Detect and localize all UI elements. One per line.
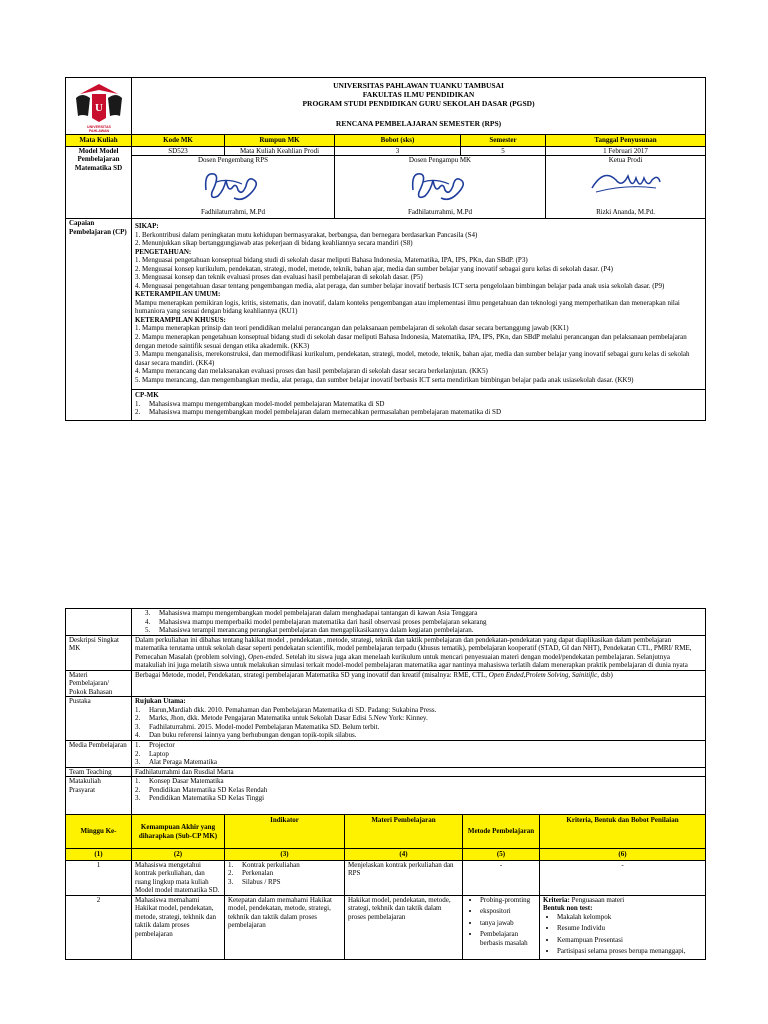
pengetahuan-title: PENGETAHUAN: [135,247,192,256]
team-value: Fadhilaturrahmi dan Rusdial Marta [132,767,706,777]
rps-header-table [65,77,706,421]
weekly-number: (6) [540,849,706,861]
deskripsi-label: Deskripsi Singkat MK [66,635,132,670]
indikator-item: 1. Kontrak perkuliahan [228,860,300,869]
rps-detail-table [65,608,706,960]
weekly-header: Materi Pembelajaran [345,815,463,849]
pustaka-title: Rujukan Utama: [135,697,186,706]
pustaka-item: 1. Harun,Mardiah dkk. 2010. Pemahaman dan Pembelajaran Matematika di SD. Padang: Sukabina Press. [135,705,437,714]
handwritten-signature-icon [198,162,268,210]
pustaka-item: 4. Dan buku referensi lainnya yang berhubungan dengan topik-topik silabus. [135,731,357,740]
metode-item: • Pembelajaran berbasis masalah [480,930,536,947]
prasyarat-item: 2. Pendidikan Matematika SD Kelas Rendah [135,785,268,794]
media-item: 3. Alat Peraga Matematika [135,758,218,767]
umum-title: KETERAMPILAN UMUM: [135,290,221,299]
rps-title: RENCANA PEMBELAJARAN SEMESTER (RPS) [335,119,502,129]
col-header-semester: Semester [461,135,546,147]
deskripsi-row [66,635,706,670]
indikator-cell: Ketepatan dalam memahami Hakikat model, pendekatan, metode, strategi, tekhnik dan taktik dalam proses pembelajaran [225,895,345,959]
materi-cell: Menjelaskan kontrak perkuliahan dan RPS [345,860,463,895]
bentuk-item: • Makalah kelompok [557,913,702,922]
khusus-item: 5. Mampu merancang, dan mengembangkan media, alat peraga, dan sumber belajar inovatif berbasis ICT serta mendirikan bimbingan belajar pada anak usiasekolah dasar. (KK9) [135,375,634,384]
prasyarat-item: 3. Pendidikan Matematika SD Kelas Tinggi [135,794,265,803]
course-group: Mata Kuliah Keahlian Prodi [225,146,335,156]
team-row [66,767,706,777]
signature-role: Dosen Pengampu MK [408,156,472,165]
handwritten-signature-icon [405,162,475,210]
weekly-number: (2) [132,849,225,861]
signature-row [66,156,706,219]
bentuk-item: • Partisipasi selama proses berupa menanggapi, [557,947,702,956]
pengetahuan-item: 3. Menguasai konsep dan teknik evaluasi proses dan evaluasi hasil pembelajaran di sekolah dasar. (P5) [135,273,423,282]
signature-name: Fadhilaturrahmi, M.Pd [408,207,472,216]
weekly-number: (5) [463,849,540,861]
course-date: 1 Februari 2017 [546,146,706,156]
weekly-header-row [66,815,706,849]
cp-row [66,219,706,421]
logo-cell [66,78,132,135]
deskripsi-text: Dalam perkuliahan ini dibahas tentang hakikat model , pendekatan , metode, strategi, teknik dan taktik pembelajaran dan pendekatan-pendekatan yang dapat diaplikasikan dalam pembelajaran matematika terutama untuk sekolah dasar seperti pendekatan scientifik, model pembelajaran terpadu (khusus tematik), pembelajaran kooperatif (STAD, GI dan NHT), Pendekatan CTL, PMRI/ RME, Pemecahan Masalah (problem solving), Open-ended. Setelah itu siswa juga akan menelaah kurikulum untuk mencari penyesuaian materi dengan model/pendekatan pembelajaran. Selanjutnya matakuliah ini juga melatih siswa untuk melakukan simulasi terkait model-model pembelajaran matematika agar nantinya mahasiswa terlatih dalam menerapkan praktik pembelajaran di dunia nyata [132,635,706,670]
svg-text:U: U [94,102,103,114]
svg-text:PAHLAWAN: PAHLAWAN [88,129,109,132]
pengetahuan-item: 1. Menguasai pengetahuan konseptual bidang studi di sekolah dasar meliputi Bahasa Indonesia, Matematika, IPA, IPS, PKn, dan SBdP. (P3) [135,256,528,265]
prasyarat-label: Matakuliah Prasyarat [66,777,132,815]
weekly-header: Metode Pembelajaran [463,815,540,849]
program-name: PROGRAM STUDI PENDIDIKAN GURU SEKOLAH DASAR (PGSD) [302,99,535,109]
pengetahuan-item: 4. Menguasai pengetahuan dasar tentang pengembangan media, alat peraga, dan sumber belajar inovatif berbasis ICT serta pengelolaan bimbingan belajar pada anak usia sekolah dasar. (P9) [135,281,665,290]
week-number: 1 [66,860,132,895]
prasyarat-content [132,777,706,815]
course-name: Model Model Pembelajaran Matematika SD [66,146,132,219]
indikator-item: 2. Perkenalan [228,869,274,878]
cp-label: Capaian Pembelajaran (CP) [66,219,132,421]
khusus-item: 3. Mampu menganalisis, merekonstruksi, dan memodifikasi kurikulum, pendekatan, strategi, model, metode, teknik, bahan ajar, media dan sumber belajar yang inovatif sebagai guru kelas di sekolah dasar secara mandiri. (KK4) [135,350,690,367]
institution-header [132,78,706,135]
signature-name: Rizki Ananda, M.Pd. [596,207,655,216]
signature-lecturer [335,156,546,219]
cpmk-item: 3. Mahasiswa mampu mengembangkan model pembelajaran dalam menghadapai tantangan di kawan Asia Tenggara [145,609,478,617]
signature-head [546,156,706,219]
cpmk-title: CP-MK [135,391,159,400]
kriteria-cell: - [540,860,706,895]
umum-text: Mampu menerapkan pemikiran logis, kritis, sistematis, dan inovatif, dalam konteks pengembangan atau implementasi ilmu pengetahuan dan teknologi yang memperhatikan dan menerapkan nilai humaniora yang sesuai dengan bidang keahliannya (KU1) [135,298,680,316]
signature-role: Ketua Prodi [608,156,643,165]
bentuk-item: • Resume Individu [557,924,702,933]
weekly-number: (1) [66,849,132,861]
indikator-item: 3. Silabus / RPS [228,877,281,886]
bentuk-title: Bentuk non test: [543,904,593,913]
kemampuan-cell: Mahasiswa mengetahui kontrak perkuliahan, dan ruang lingkup mata kuliah Model model matematika SD. [132,860,225,895]
info-header-row [66,135,706,147]
weekly-header: Indikator [225,815,345,849]
handwritten-signature-icon [586,162,666,202]
media-item: 2. Laptop [135,749,169,758]
materi-row [66,670,706,697]
kriteria-title: Kriteria: [543,895,570,904]
weekly-header: Kriteria, Bentuk dan Bobot Penilaian [540,815,706,849]
sikap-item: 1. Berkontribusi dalam peningkatan mutu kehidupan bermasyarakat, berbangsa, dan bernegara berdasarkan Pancasila (S4) [135,230,478,239]
pengetahuan-item: 2. Menguasai konsep kurikulum, pendekatan, strategi, model, metode, teknik, bahan ajar, media dan sumber belajar yang inovatif sebagai guru kelas di sekolah dasar. (P4) [135,264,613,273]
col-header-bobot: Bobot (sks) [335,135,461,147]
signature-name: Fadhilaturrahmi, M.Pd [201,207,265,216]
prasyarat-row [66,777,706,815]
weekly-number-row [66,849,706,861]
weekly-header: Kemampuan Akhir yang diharapkan (Sub-CP MK) [132,815,225,849]
pustaka-item: 2. Marks, Jhon, dkk. Metode Pengajaran Matematika untuk Sekolah Dasar Edisi 5.New York: Kinney. [135,714,428,723]
khusus-title: KETERAMPILAN KHUSUS: [135,315,226,324]
weekly-number: (4) [345,849,463,861]
metode-item: • Probing-promting [480,896,536,905]
pustaka-row [66,697,706,741]
team-label: Team Teaching [66,767,132,777]
pustaka-item: 3. Fadhilaturrahmi. 2015. Model-model Pembelajaran Matematika SD. Belum terbit. [135,722,380,731]
media-item: 1. Projector [135,740,175,749]
sikap-item: 2. Menunjukkan sikap bertanggungjawab atas pekerjaan di bidang keahliannya secara mandiri (S8) [135,239,413,248]
col-header-kode-mk: Kode MK [132,135,225,147]
kemampuan-cell: Mahasiswa memahami Hakikat model, pendekatan, metode, strategi, tekhnik dan taktik dalam proses pembelajaran [132,895,225,959]
metode-item: • ekspositori [480,907,536,916]
bentuk-item: • Kemampuan Presentasi [557,936,702,945]
signature-developer [132,156,335,219]
col-header-rumpun-mk: Rumpun MK [225,135,335,147]
col-header-mata-kuliah: Mata Kuliah [66,135,132,147]
university-logo [68,80,129,132]
cpmk-item: 1. Mahasiswa mampu mengembangkan model-model pembelajaran Matematika di SD [135,399,385,408]
table-row [66,895,706,959]
weekly-header: Minggu Ke- [66,815,132,849]
kriteria-cell [540,895,706,959]
metode-cell [463,895,540,959]
cpmk-continued [132,609,706,636]
metode-item: • tanya jawab [480,919,536,928]
col-header-tanggal: Tanggal Penyusunan [546,135,706,147]
svg-text:UNIVERSITAS: UNIVERSITAS [86,125,111,129]
table-row [66,860,706,895]
indikator-cell [225,860,345,895]
khusus-item: 2. Mampu menerapkan pengetahuan konseptual bidang studi di sekolah dasar meliputi Bahasa Indonesia, Matematika, IPA, IPS, PKn, dan SBdP melalui perancangan dan pelaksanaan pembelajaran dengan metode saintifik sesuai dengan etika akademik. (KK3) [135,332,687,350]
kriteria-text: Penguasaan materi [569,895,625,904]
cpmk-item: 4. Mahasiswa mampu memperbaiki model pembelajaran matematika dari hasil observasi proses pembelajaran sekarang [145,617,487,626]
materi-cell: Hakikat model, pendekatan, metode, strategi, tekhnik dan taktik dalam proses pembelajaran [345,895,463,959]
info-value-row [66,146,706,156]
university-name: UNIVERSITAS PAHLAWAN TUANKU TAMBUSAI [333,81,504,90]
media-row [66,740,706,767]
khusus-item: 4. Mampu merancang dan melaksanakan evaluasi proses dan hasil pembelajaran di sekolah dasar secara berkelanjutan. (KK5) [135,367,488,376]
cpmk-item: 5. Mahasiswa terampil merancang perangkat pembelajaran dan mengaplikasikannya dalam kegiatan pembelajaran. [145,626,474,635]
course-code: SD523 [132,146,225,156]
course-semester: 5 [461,146,546,156]
weekly-number: (3) [225,849,345,861]
pustaka-label: Pustaka [66,697,132,741]
cp-content [132,219,706,421]
sikap-title: SIKAP: [135,222,159,231]
university-logo-icon [70,80,128,132]
prasyarat-item: 1. Konsep Dasar Matematika [135,777,224,786]
faculty-name: FAKULTAS ILMU PENDIDIKAN [362,90,475,100]
khusus-item: 1. Mampu menerapkan prinsip dan teori pendidikan melalui perancangan dan pelaksanaan pembelajaran di sekolah dasar secara bertanggung jawab (KK1) [135,324,569,333]
media-content [132,740,706,767]
metode-cell: - [463,860,540,895]
materi-label: Materi Pembelajaran/ Pokok Bahasan [66,670,132,697]
course-credits: 3 [335,146,461,156]
media-label: Media Pembelajaran [66,740,132,767]
materi-text: Berbagai Metode, model, Pendekatan, strategi pembelajaran Matematika SD yang inovatif dan kreatif (misalnya: RME, CTL, Open Ended,Prolem Solving, Sainitific, dsb) [132,670,706,697]
cpmk-item: 2. Mahasiswa mampu mengembangkan model pembelajaran dalam memecahkan permasalahan pembelajaran matematika di SD [135,408,502,417]
cpmk-continued-row [66,609,706,636]
signature-role: Dosen Pengembang RPS [198,156,268,165]
pustaka-content [132,697,706,741]
week-number: 2 [66,895,132,959]
